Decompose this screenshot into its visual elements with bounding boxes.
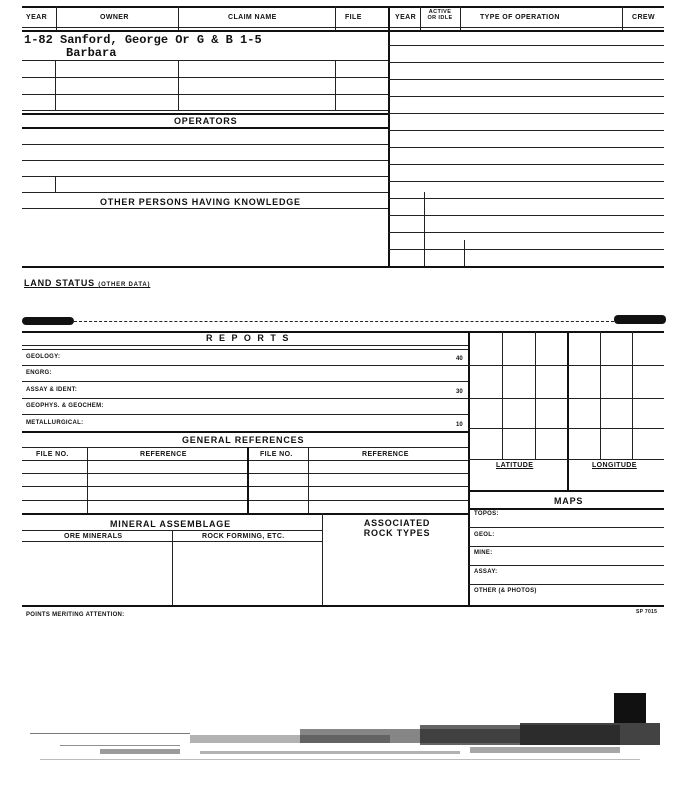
reports-heading: R E P O R T S: [206, 333, 291, 343]
maps-other: OTHER (& PHOTOS): [474, 588, 537, 594]
col-type-of-operation: TYPE OF OPERATION: [480, 14, 560, 21]
report-geology-num: 40: [456, 356, 463, 362]
points-meriting-attention: POINTS MERITING ATTENTION:: [26, 612, 125, 618]
maps-mine: MINE:: [474, 550, 493, 556]
rock-forming-header: ROCK FORMING, ETC.: [202, 533, 285, 540]
col-active-idle: ACTIVE OR IDLE: [427, 9, 453, 21]
ref-file-no-1: FILE NO.: [36, 451, 69, 458]
report-geophys: GEOPHYS. & GEOCHEM:: [26, 403, 104, 409]
general-references-heading: GENERAL REFERENCES: [182, 435, 305, 445]
report-assay-num: 30: [456, 389, 463, 395]
ref-file-no-2: FILE NO.: [260, 451, 293, 458]
report-metallurgical: METALLURGICAL:: [26, 420, 84, 426]
ref-reference-2: REFERENCE: [362, 451, 409, 458]
ore-minerals-header: ORE MINERALS: [64, 533, 123, 540]
maps-heading: MAPS: [554, 496, 584, 506]
form-number: SP 7015: [636, 609, 658, 615]
report-geology: GEOLOGY:: [26, 354, 61, 360]
col-file: FILE: [345, 14, 362, 21]
report-metallurgical-num: 10: [456, 422, 463, 428]
land-status-sub: (OTHER DATA): [98, 282, 151, 288]
scan-mark-left: [22, 317, 74, 325]
ref-reference-1: REFERENCE: [140, 451, 187, 458]
land-status-label: LAND STATUS: [24, 278, 95, 288]
associated-rock-types-heading: ASSOCIATED ROCK TYPES: [363, 518, 431, 538]
col-owner: OWNER: [100, 14, 129, 21]
col-crew: CREW: [632, 14, 655, 21]
report-assay: ASSAY & IDENT:: [26, 387, 78, 393]
col-year-2: YEAR: [395, 14, 417, 21]
latitude-label: LATITUDE: [496, 462, 534, 469]
maps-assay: ASSAY:: [474, 569, 498, 575]
longitude-label: LONGITUDE: [592, 462, 637, 469]
land-status-heading: [24, 278, 150, 288]
owner-entry-line-1: 1-82 Sanford, George Or G & B 1-5: [24, 33, 262, 47]
col-year: YEAR: [26, 14, 48, 21]
report-engrg: ENGRG:: [26, 370, 52, 376]
scan-streak: [0, 715, 678, 775]
other-persons-heading: OTHER PERSONS HAVING KNOWLEDGE: [100, 197, 301, 207]
scan-mark-right: [614, 315, 666, 324]
owner-entry-line-2: Barbara: [66, 46, 117, 60]
maps-topos: TOPOS:: [474, 511, 499, 517]
col-claim-name: CLAIM NAME: [228, 14, 277, 21]
mineral-assemblage-heading: MINERAL ASSEMBLAGE: [110, 519, 231, 529]
maps-geol: GEOL:: [474, 532, 495, 538]
operators-heading: OPERATORS: [174, 116, 238, 126]
